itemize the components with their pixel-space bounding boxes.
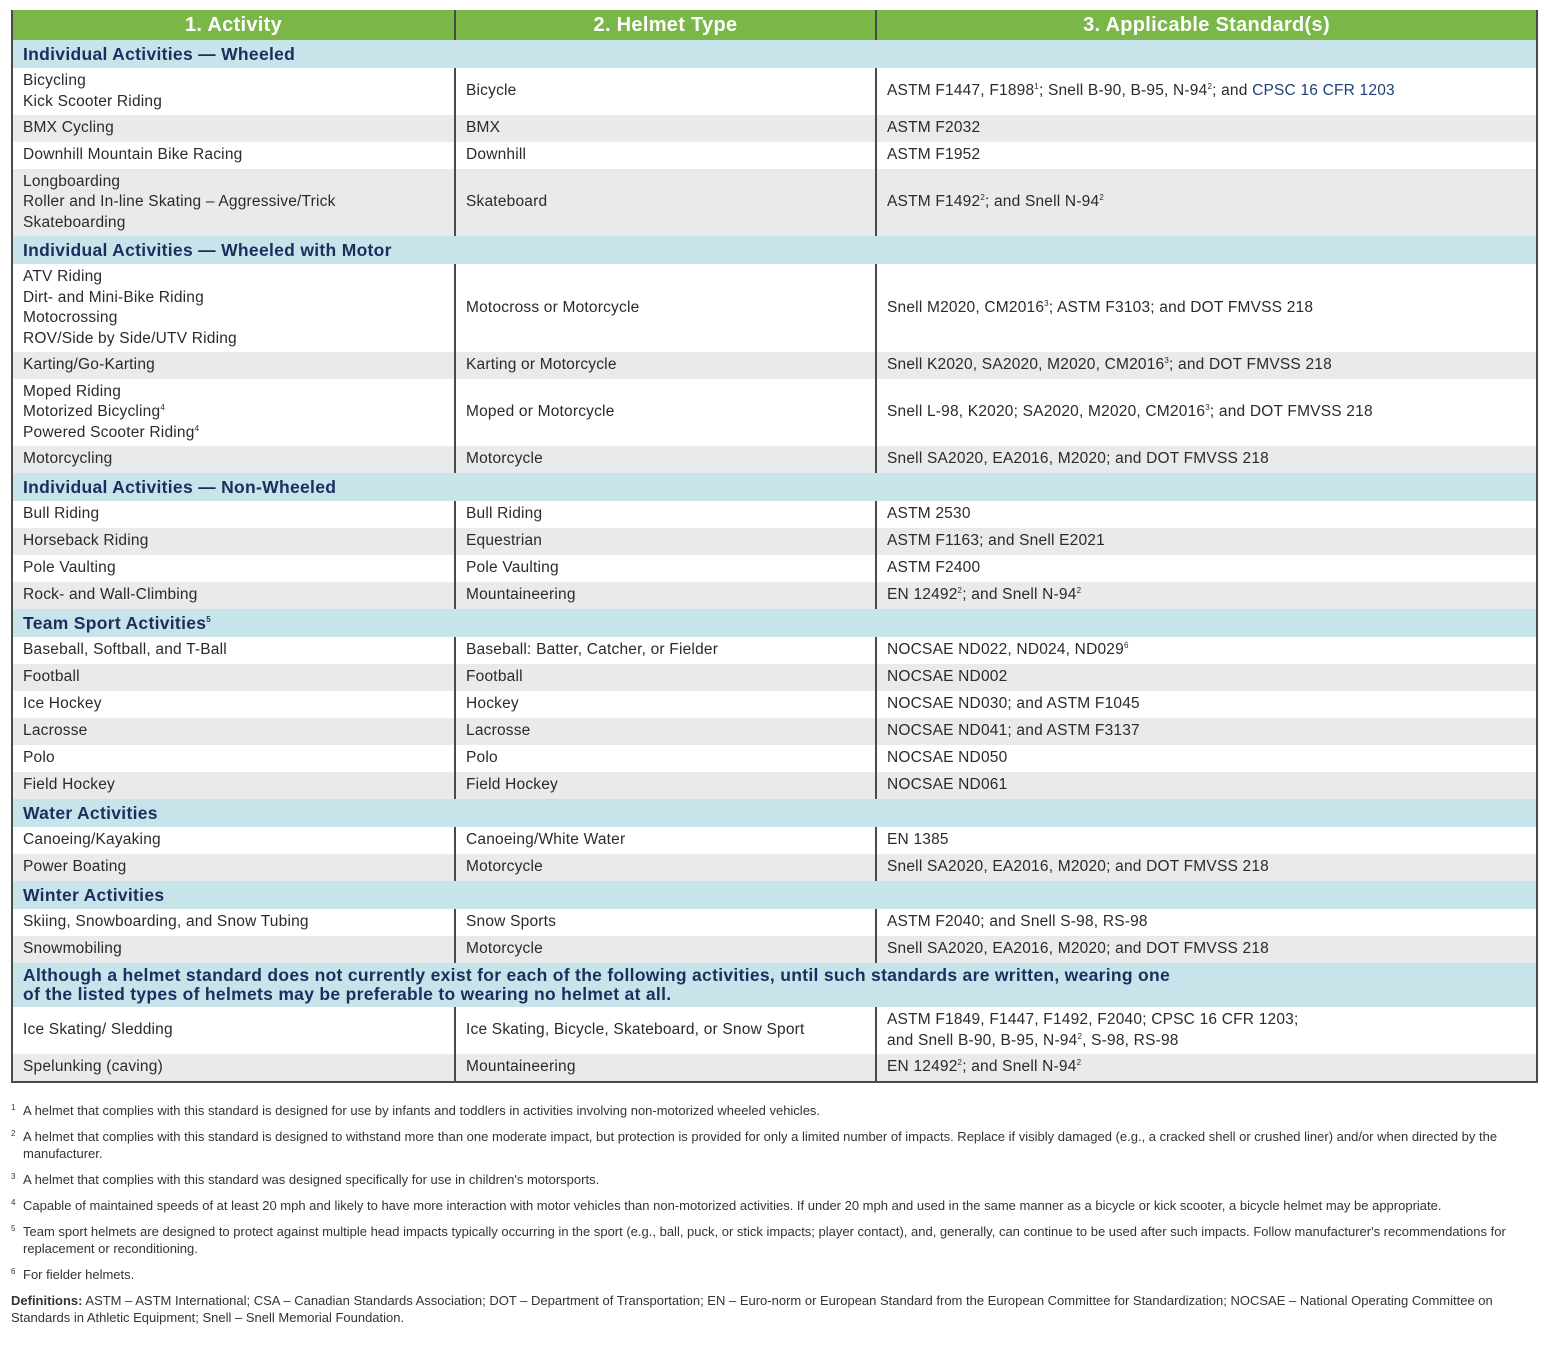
- helmet-cell: Motorcycle: [455, 854, 876, 881]
- table-header-row: [12, 10, 1537, 40]
- standard-cell: ASTM F2400: [876, 555, 1537, 582]
- standard-text: Snell M2020, CM2016: [887, 298, 1045, 316]
- table-row: [12, 142, 1537, 169]
- section-title-text: Although a helmet standard does not currently exist for each of the following activities, until such standards are written, wearing one of the listed types of helmets may be preferable to wearing no helmet at all.: [23, 965, 1171, 1004]
- footnote-ref: 4: [160, 403, 165, 413]
- footnote-ref: 4: [194, 423, 200, 433]
- section-row: [12, 963, 1537, 1007]
- table-row: [12, 1007, 1537, 1054]
- activity-line: ROV/Side by Side/UTV Riding: [23, 329, 237, 347]
- standard-text: ; and Snell N-94: [962, 1058, 1077, 1076]
- standard-cell: NOCSAE ND030; and ASTM F1045: [876, 691, 1537, 718]
- footnote-ref: 2: [980, 193, 985, 203]
- header-helmet-type: 2. Helmet Type: [455, 10, 876, 40]
- footnote-ref: 3: [1164, 356, 1170, 366]
- activity-line: Bicycling: [23, 72, 86, 89]
- activity-text: Motorized Bicycling: [23, 403, 161, 421]
- standard-text: EN 12492: [887, 1058, 958, 1076]
- section-row: [12, 473, 1537, 501]
- helmet-cell: Hockey: [455, 691, 876, 718]
- standard-cell: [876, 1054, 1537, 1082]
- activity-cell: [12, 264, 455, 352]
- footnote-ref: 1: [1034, 82, 1039, 92]
- activity-cell: Ice Skating/ Sledding: [12, 1007, 455, 1054]
- activity-cell: Lacrosse: [12, 718, 455, 745]
- helmet-cell: Field Hockey: [455, 772, 876, 799]
- section-title-wheeled: Individual Activities — Wheeled: [12, 40, 1537, 68]
- standard-line: ASTM F1849, F1447, F1492, F2040; CPSC 16 CFR 1203;: [887, 1011, 1299, 1028]
- footnote-ref: 2: [1076, 586, 1082, 596]
- standard-cell: ASTM F2032: [876, 115, 1537, 142]
- section-title-water: Water Activities: [12, 799, 1537, 827]
- table-row: [12, 1054, 1537, 1082]
- helmet-cell: Pole Vaulting: [455, 555, 876, 582]
- table-row: [12, 68, 1537, 115]
- activity-cell: Power Boating: [12, 854, 455, 881]
- footnote-number: 6: [11, 1267, 16, 1276]
- footnote: [11, 1171, 1536, 1188]
- table-row: [12, 169, 1537, 236]
- standard-text: ; Snell B-90, B-95, N-94: [1038, 82, 1208, 100]
- activity-cell: Baseball, Softball, and T-Ball: [12, 637, 455, 664]
- section-row: [12, 40, 1537, 68]
- standard-cell: EN 1385: [876, 827, 1537, 854]
- helmet-cell: Football: [455, 664, 876, 691]
- helmet-cell: Lacrosse: [455, 718, 876, 745]
- activity-cell: [12, 169, 455, 236]
- section-row: [12, 799, 1537, 827]
- section-row: [12, 609, 1537, 637]
- activity-line: Kick Scooter Riding: [23, 92, 163, 110]
- table-row: [12, 379, 1537, 446]
- standard-cell: [876, 169, 1537, 236]
- section-row: [12, 236, 1537, 264]
- footnote-ref: 2: [957, 1058, 963, 1068]
- standard-cell: [876, 352, 1537, 379]
- footnote-ref: 2: [1207, 82, 1213, 92]
- activity-cell: Bull Riding: [12, 501, 455, 528]
- standard-text: ; and Snell N-94: [984, 193, 1100, 211]
- activity-cell: Ice Hockey: [12, 691, 455, 718]
- standard-cell: [876, 68, 1537, 115]
- activity-cell: Snowmobiling: [12, 936, 455, 963]
- standard-cell: ASTM F2040; and Snell S-98, RS-98: [876, 909, 1537, 936]
- activity-line: Motocrossing: [23, 309, 118, 326]
- standard-cell: [876, 264, 1537, 352]
- standard-cell: Snell SA2020, EA2016, M2020; and DOT FMVSS 218: [876, 936, 1537, 963]
- table-row: [12, 501, 1537, 528]
- standard-cell: [876, 582, 1537, 609]
- standard-text: ; and Snell N-94: [962, 586, 1077, 604]
- activity-cell: Horseback Riding: [12, 528, 455, 555]
- footnote-text: Team sport helmets are designed to protect against multiple head impacts typically occurring in the sport (e.g., ball, puck, or stick impacts; player contact), and, generally, can continue to be used after such impacts. Follow manufacturer's recommendations for replacement or reconditioning.: [23, 1224, 1506, 1256]
- standard-text: NOCSAE ND022, ND024, ND029: [887, 641, 1124, 659]
- standard-line: [887, 1031, 1526, 1052]
- activity-line: Longboarding: [23, 172, 121, 190]
- footnote-ref: 3: [1044, 298, 1049, 308]
- footnote-number: 4: [11, 1198, 16, 1207]
- table-row: [12, 352, 1537, 379]
- standard-cell: NOCSAE ND050: [876, 745, 1537, 772]
- footnote-ref: 2: [1076, 1058, 1082, 1068]
- standard-text: , S-98, RS-98: [1082, 1031, 1179, 1049]
- standard-text: ; ASTM F3103; and DOT FMVSS 218: [1048, 298, 1314, 316]
- helmet-standards-table-wrapper: [11, 10, 1536, 1083]
- footnote-number: 5: [11, 1224, 16, 1233]
- standard-cell: ASTM F1952: [876, 142, 1537, 169]
- helmet-cell: BMX: [455, 115, 876, 142]
- footnote-number: 3: [11, 1172, 16, 1181]
- standard-cell: [876, 379, 1537, 446]
- helmet-cell: Motorcycle: [455, 446, 876, 473]
- helmet-cell: Downhill: [455, 142, 876, 169]
- table-row: [12, 582, 1537, 609]
- activity-line: Dirt- and Mini-Bike Riding: [23, 288, 204, 306]
- standard-cell: NOCSAE ND061: [876, 772, 1537, 799]
- footnote-text: Capable of maintained speeds of at least 20 mph and likely to have more interaction with motor vehicles than non-motorized activities. If under 20 mph and used in the same manner as a bicycle or kick scooter, a bicycle helmet may be appropriate.: [23, 1198, 1442, 1213]
- activity-cell: Skiing, Snowboarding, and Snow Tubing: [12, 909, 455, 936]
- section-title-text: Team Sport Activities: [23, 612, 207, 633]
- standard-cell: Snell SA2020, EA2016, M2020; and DOT FMVSS 218: [876, 854, 1537, 881]
- standard-text: Snell L-98, K2020; SA2020, M2020, CM2016: [887, 403, 1206, 421]
- activity-line: Moped Riding: [23, 382, 122, 400]
- definitions: [11, 1292, 1536, 1326]
- standard-text: and Snell B-90, B-95, N-94: [887, 1031, 1078, 1049]
- standard-text: Snell K2020, SA2020, M2020, CM2016: [887, 356, 1165, 374]
- standard-text: ; and DOT FMVSS 218: [1169, 356, 1332, 374]
- table-row: [12, 446, 1537, 473]
- activity-text: Powered Scooter Riding: [23, 423, 195, 441]
- table-row: [12, 909, 1537, 936]
- activity-cell: Football: [12, 664, 455, 691]
- section-title-team: [12, 609, 1537, 637]
- footnote-text: A helmet that complies with this standard is designed for use by infants and toddlers in activities involving non-motorized wheeled vehicles.: [23, 1103, 821, 1118]
- footnote-text: A helmet that complies with this standard is designed to withstand more than one moderate impact, but protection is provided for only a limited number of impacts. Replace if visibly damaged (e.g., a cracked shell or crushed liner) and/or when directed by the manufacturer.: [23, 1129, 1498, 1161]
- footnote-number: 1: [11, 1103, 16, 1112]
- footnote-ref: 2: [957, 586, 963, 596]
- standard-cell: NOCSAE ND002: [876, 664, 1537, 691]
- standard-cell: [876, 1007, 1537, 1054]
- standard-cell: ASTM F1163; and Snell E2021: [876, 528, 1537, 555]
- helmet-cell: Snow Sports: [455, 909, 876, 936]
- section-title-winter: Winter Activities: [12, 881, 1537, 909]
- activity-line: Skateboarding: [23, 213, 126, 231]
- section-title-motor: Individual Activities — Wheeled with Motor: [12, 236, 1537, 264]
- footnote: [11, 1102, 1536, 1119]
- standard-cell: [876, 637, 1537, 664]
- table-row: [12, 637, 1537, 664]
- footnote-ref: 5: [206, 614, 212, 624]
- activity-cell: [12, 68, 455, 115]
- definitions-label: Definitions:: [11, 1293, 83, 1308]
- standard-text: EN 12492: [887, 586, 958, 604]
- activity-cell: Spelunking (caving): [12, 1054, 455, 1082]
- table-row: [12, 827, 1537, 854]
- helmet-cell: Moped or Motorcycle: [455, 379, 876, 446]
- standard-text: ; and: [1212, 82, 1253, 100]
- definitions-text: ASTM – ASTM International; CSA – Canadian Standards Association; DOT – Department of Transportation; EN – Euro-norm or European Standard from the European Committee for Standardization; NOCSAE – National Operating Committee on Standards in Athletic Equipment; Snell – Snell Memorial Foundation.: [11, 1293, 1493, 1325]
- footnote-number: 2: [11, 1129, 16, 1138]
- table-row: [12, 528, 1537, 555]
- helmet-cell: Canoeing/White Water: [455, 827, 876, 854]
- activity-line: Roller and In-line Skating – Aggressive/Trick: [23, 193, 336, 211]
- table-row: [12, 745, 1537, 772]
- footnote-text: A helmet that complies with this standard was designed specifically for use in children's motorsports.: [23, 1172, 600, 1187]
- footnote-ref: 2: [1077, 1031, 1083, 1041]
- activity-line: ATV Riding: [23, 268, 103, 285]
- footnote: [11, 1266, 1536, 1283]
- activity-cell: Pole Vaulting: [12, 555, 455, 582]
- table-row: [12, 718, 1537, 745]
- helmet-cell: Polo: [455, 745, 876, 772]
- cpsc-link[interactable]: CPSC 16 CFR 1203: [1252, 82, 1395, 100]
- activity-cell: BMX Cycling: [12, 115, 455, 142]
- footnote: [11, 1197, 1536, 1214]
- helmet-cell: Skateboard: [455, 169, 876, 236]
- activity-cell: Polo: [12, 745, 455, 772]
- activity-cell: Canoeing/Kayaking: [12, 827, 455, 854]
- standard-text: ASTM F1492: [887, 193, 981, 211]
- table-row: [12, 772, 1537, 799]
- table-row: [12, 854, 1537, 881]
- activity-cell: Karting/Go-Karting: [12, 352, 455, 379]
- helmet-cell: Bull Riding: [455, 501, 876, 528]
- footnote-text: For fielder helmets.: [23, 1267, 135, 1282]
- table-row: [12, 664, 1537, 691]
- helmet-cell: Equestrian: [455, 528, 876, 555]
- table-row: [12, 936, 1537, 963]
- table-row: [12, 691, 1537, 718]
- helmet-cell: Bicycle: [455, 68, 876, 115]
- standard-cell: ASTM 2530: [876, 501, 1537, 528]
- helmet-cell: Karting or Motorcycle: [455, 352, 876, 379]
- helmet-cell: Motorcycle: [455, 936, 876, 963]
- activity-line: [23, 423, 444, 444]
- activity-cell: Motorcycling: [12, 446, 455, 473]
- table-row: [12, 555, 1537, 582]
- header-applicable-standards: 3. Applicable Standard(s): [876, 10, 1537, 40]
- footnote: [11, 1128, 1536, 1162]
- footnote-ref: 6: [1123, 641, 1129, 651]
- section-title-no-standard: [12, 963, 1537, 1007]
- helmet-cell: Ice Skating, Bicycle, Skateboard, or Snow Sport: [455, 1007, 876, 1054]
- activity-cell: Field Hockey: [12, 772, 455, 799]
- footnote-ref: 3: [1205, 403, 1210, 413]
- helmet-cell: Baseball: Batter, Catcher, or Fielder: [455, 637, 876, 664]
- footnotes: [11, 1102, 1536, 1326]
- activity-cell: [12, 379, 455, 446]
- standard-text: ; and DOT FMVSS 218: [1209, 403, 1373, 421]
- section-title-nonwheeled: Individual Activities — Non-Wheeled: [12, 473, 1537, 501]
- footnote: [11, 1223, 1536, 1257]
- table-row: [12, 264, 1537, 352]
- section-row: [12, 881, 1537, 909]
- standard-text: ASTM F1447, F1898: [887, 82, 1035, 100]
- standard-cell: Snell SA2020, EA2016, M2020; and DOT FMVSS 218: [876, 446, 1537, 473]
- activity-line: [23, 402, 444, 423]
- table-row: [12, 115, 1537, 142]
- activity-cell: Downhill Mountain Bike Racing: [12, 142, 455, 169]
- helmet-cell: Mountaineering: [455, 1054, 876, 1082]
- helmet-standards-table: [11, 10, 1538, 1083]
- footnote-ref: 2: [1099, 193, 1104, 203]
- standard-cell: NOCSAE ND041; and ASTM F3137: [876, 718, 1537, 745]
- helmet-cell: Mountaineering: [455, 582, 876, 609]
- helmet-cell: Motocross or Motorcycle: [455, 264, 876, 352]
- header-activity: 1. Activity: [12, 10, 455, 40]
- activity-cell: Rock- and Wall-Climbing: [12, 582, 455, 609]
